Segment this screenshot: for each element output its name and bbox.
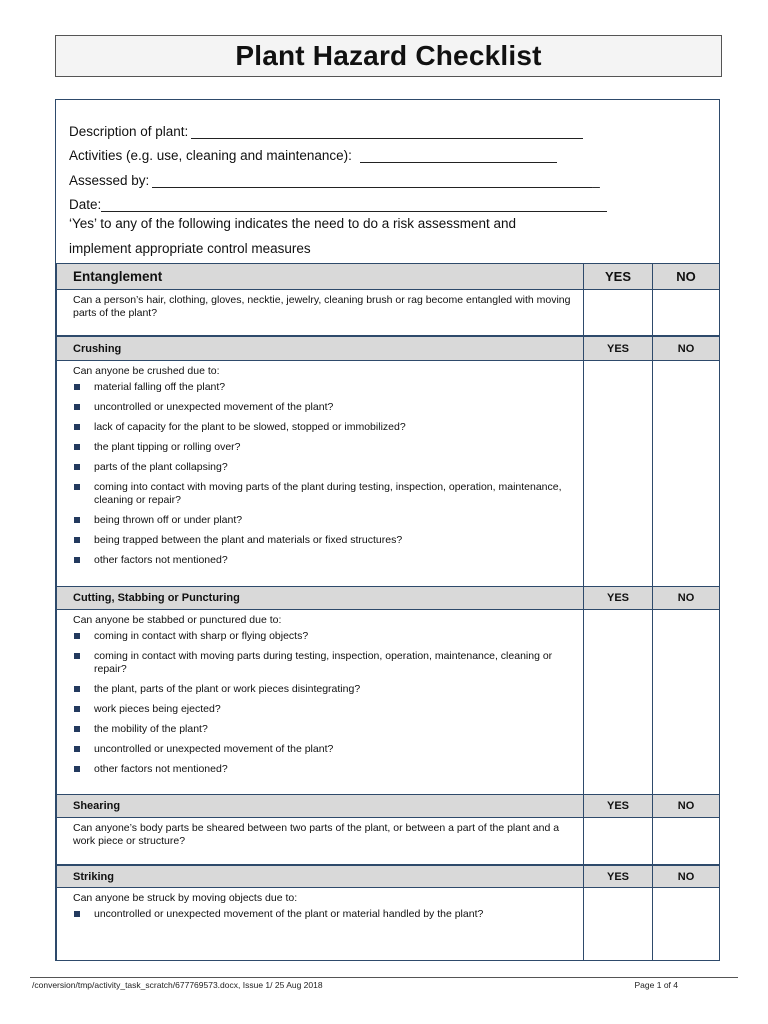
cutting-section xyxy=(56,586,720,795)
date-line xyxy=(69,188,709,213)
striking-section xyxy=(56,865,720,961)
striking-header xyxy=(57,866,720,888)
list-item: being thrown off or under plant? xyxy=(73,514,575,527)
crushing-intro: Can anyone be crushed due to: xyxy=(73,365,220,377)
striking-title: Striking xyxy=(57,866,584,888)
title-box xyxy=(55,35,722,77)
crushing-body xyxy=(57,361,584,587)
cutting-body xyxy=(57,610,584,795)
crushing-yes-label: YES xyxy=(584,337,653,361)
shearing-no-cell[interactable] xyxy=(653,818,720,865)
list-item: other factors not mentioned? xyxy=(73,554,575,567)
striking-yes-cell[interactable] xyxy=(584,888,653,961)
shearing-yes-cell[interactable] xyxy=(584,818,653,865)
list-item: other factors not mentioned? xyxy=(73,763,575,776)
list-item: lack of capacity for the plant to be slowed, stopped or immobilized? xyxy=(73,421,575,434)
striking-no-label: NO xyxy=(653,866,720,888)
shearing-row xyxy=(57,818,720,865)
list-item: uncontrolled or unexpected movement of the plant? xyxy=(73,401,575,414)
crushing-header xyxy=(57,337,720,361)
footer-divider xyxy=(30,977,738,978)
description-field[interactable] xyxy=(191,125,583,139)
list-item: work pieces being ejected? xyxy=(73,703,575,716)
striking-no-cell[interactable] xyxy=(653,888,720,961)
shearing-yes-label: YES xyxy=(584,795,653,818)
activities-line xyxy=(69,139,709,164)
description-label: Description of plant: xyxy=(69,123,189,139)
list-item: the plant, parts of the plant or work pieces disintegrating? xyxy=(73,683,575,696)
crushing-section xyxy=(56,336,720,587)
entanglement-section xyxy=(56,263,720,336)
description-line xyxy=(69,114,709,139)
intro-block xyxy=(69,114,709,261)
assessed-by-trail: _ xyxy=(592,172,600,188)
assessed-by-line xyxy=(69,163,709,188)
entanglement-yes-cell[interactable] xyxy=(584,290,653,336)
cutting-title: Cutting, Stabbing or Puncturing xyxy=(57,587,584,610)
list-item: parts of the plant collapsing? xyxy=(73,461,575,474)
risk-note-line-2: implement appropriate control measures xyxy=(69,240,311,256)
shearing-question: Can anyone’s body parts be sheared between two parts of the plant, or between a part of the plant and a work piece or structure? xyxy=(57,818,584,865)
date-label: Date: xyxy=(69,197,102,212)
footer-page-number: Page 1 of 4 xyxy=(634,980,678,990)
list-item: the plant tipping or rolling over? xyxy=(73,441,575,454)
crushing-no-cell[interactable] xyxy=(653,361,720,587)
shearing-no-label: NO xyxy=(653,795,720,818)
list-item: uncontrolled or unexpected movement of the plant? xyxy=(73,743,575,756)
cutting-no-cell[interactable] xyxy=(653,610,720,795)
list-item: uncontrolled or unexpected movement of the plant or material handled by the plant? xyxy=(73,908,575,921)
striking-yes-label: YES xyxy=(584,866,653,888)
activities-label: Activities (e.g. use, cleaning and maintenance): xyxy=(69,148,352,163)
cutting-header xyxy=(57,587,720,610)
activities-field[interactable] xyxy=(360,149,557,163)
list-item: coming into contact with moving parts of the plant during testing, inspection, operation, maintenance, cleaning or repair? xyxy=(73,481,575,507)
list-item: coming in contact with sharp or flying objects? xyxy=(73,630,575,643)
crushing-list xyxy=(73,381,575,567)
striking-body xyxy=(57,888,584,961)
date-field[interactable] xyxy=(101,198,607,212)
shearing-section xyxy=(56,794,720,865)
assessed-by-label: Assessed by: xyxy=(69,172,150,188)
striking-row xyxy=(57,888,720,961)
assessed-by-field[interactable] xyxy=(152,174,592,188)
cutting-yes-label: YES xyxy=(584,587,653,610)
striking-intro: Can anyone be struck by moving objects due to: xyxy=(73,892,298,904)
entanglement-row xyxy=(57,290,720,336)
entanglement-question: Can a person’s hair, clothing, gloves, necktie, jewelry, cleaning brush or rag become entangled with moving parts of the plant? xyxy=(57,290,584,336)
footer-path: /conversion/tmp/activity_task_scratch/677769573.docx, Issue 1/ 25 Aug 2018 xyxy=(32,980,323,990)
list-item: the mobility of the plant? xyxy=(73,723,575,736)
crushing-row xyxy=(57,361,720,587)
entanglement-no-label: NO xyxy=(653,264,720,290)
shearing-title: Shearing xyxy=(57,795,584,818)
crushing-title: Crushing xyxy=(57,337,584,361)
entanglement-yes-label: YES xyxy=(584,264,653,290)
cutting-row xyxy=(57,610,720,795)
entanglement-no-cell[interactable] xyxy=(653,290,720,336)
crushing-yes-cell[interactable] xyxy=(584,361,653,587)
entanglement-header xyxy=(57,264,720,290)
list-item: being trapped between the plant and materials or fixed structures? xyxy=(73,534,575,547)
list-item: material falling off the plant? xyxy=(73,381,575,394)
shearing-header xyxy=(57,795,720,818)
cutting-list xyxy=(73,630,575,776)
entanglement-title: Entanglement xyxy=(57,264,584,290)
crushing-no-label: NO xyxy=(653,337,720,361)
striking-list xyxy=(73,908,575,921)
cutting-intro: Can anyone be stabbed or punctured due to: xyxy=(73,614,282,626)
list-item: coming in contact with moving parts during testing, inspection, operation, maintenance, cleaning or repair? xyxy=(73,650,575,676)
cutting-yes-cell[interactable] xyxy=(584,610,653,795)
checklist-frame xyxy=(55,99,720,961)
risk-note-line-1: ‘Yes’ to any of the following indicates the need to do a risk assessment and xyxy=(69,216,517,231)
page-title: Plant Hazard Checklist xyxy=(235,40,542,71)
cutting-no-label: NO xyxy=(653,587,720,610)
